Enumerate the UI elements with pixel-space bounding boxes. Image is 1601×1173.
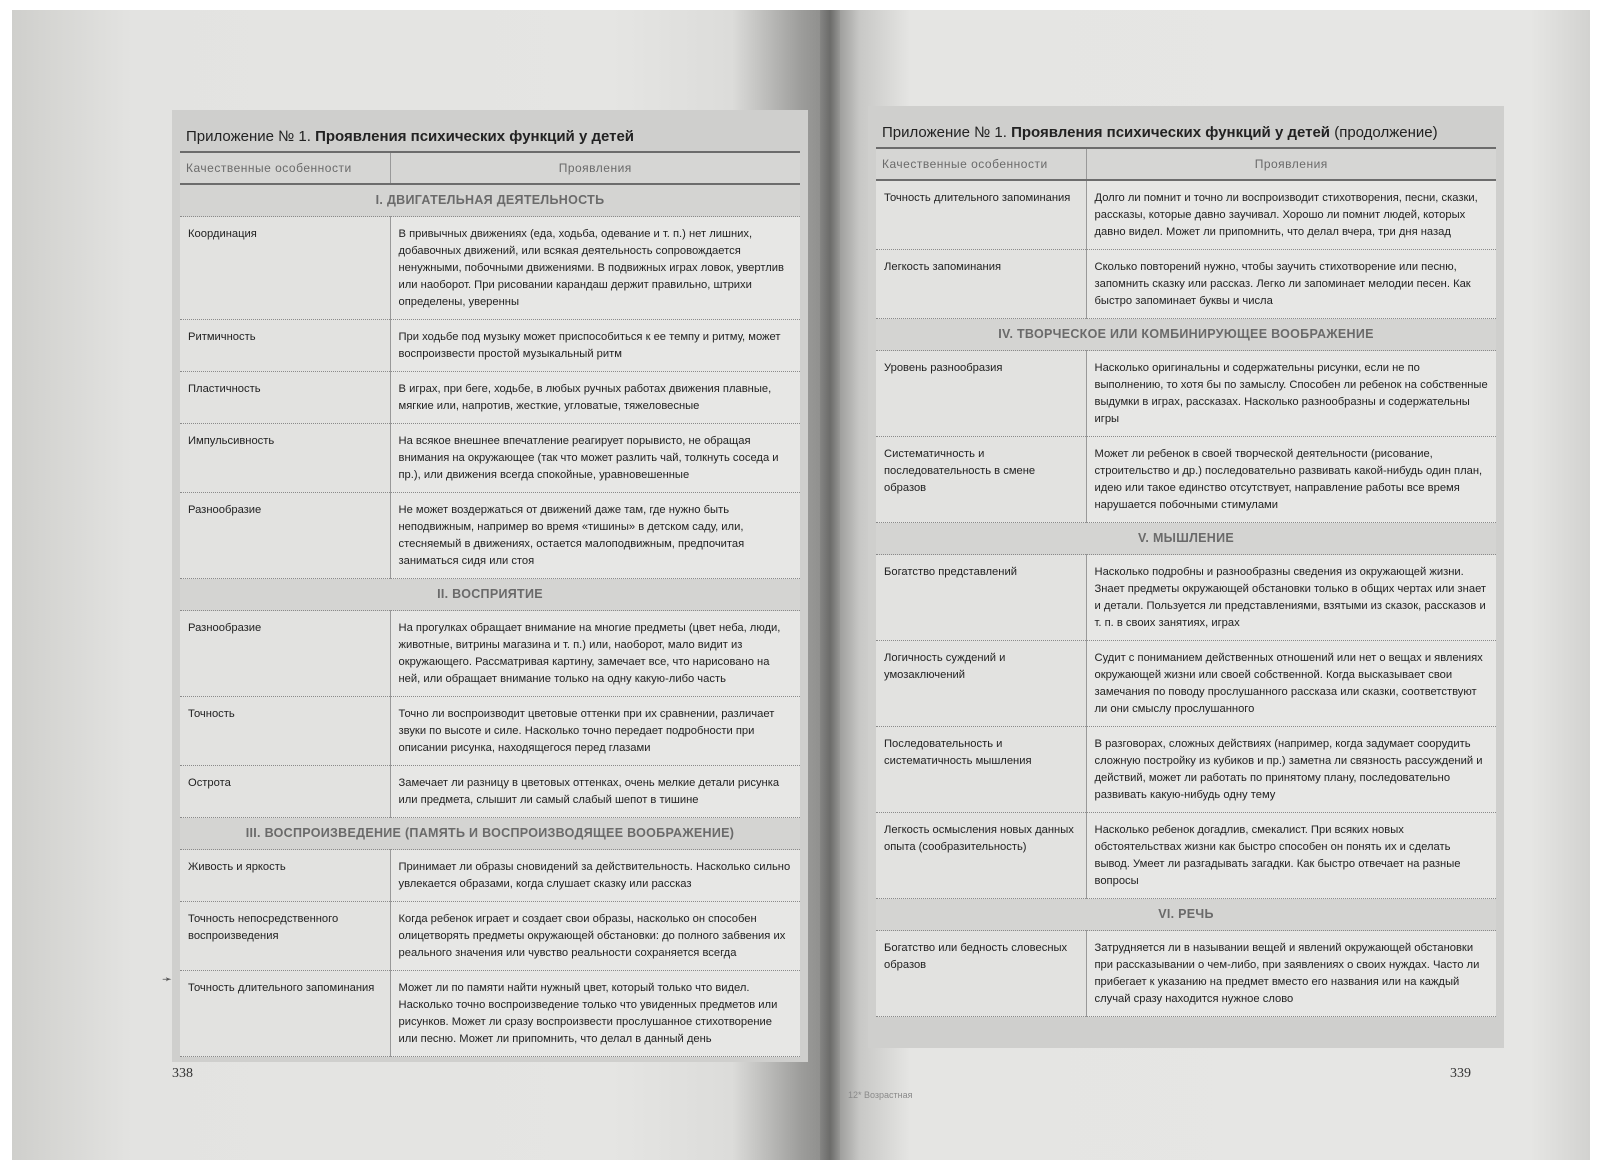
quality-cell: Разнообразие xyxy=(180,611,390,697)
table-row xyxy=(180,320,800,372)
table-row xyxy=(180,217,800,320)
quality-cell: Точность длительного запоминания xyxy=(876,180,1086,250)
right-table xyxy=(876,147,1496,1017)
quality-cell: Легкость запоминания xyxy=(876,250,1086,319)
quality-cell: Точность длительного запоминания xyxy=(180,971,390,1057)
column-header-qualities: Качественные особенности xyxy=(180,152,390,184)
right-page xyxy=(830,10,1590,1160)
title-suffix: (продолжение) xyxy=(1334,124,1438,141)
manifestation-cell: В привычных движениях (еда, ходьба, одевание и т. п.) нет лишних, добавочных движений, или всякая деятельность сопровождается ненужными, побочными движениями. В подвижных играх ловок, увертлив или наоборот. При рисовании карандаш держит правильно, штрихи определены, уверенны xyxy=(390,217,800,320)
section-title: III. ВОСПРОИЗВЕДЕНИЕ (ПАМЯТЬ И ВОСПРОИЗВОДЯЩЕЕ ВООБРАЖЕНИЕ) xyxy=(180,818,800,850)
quality-cell: Богатство представлений xyxy=(876,555,1086,641)
quality-cell: Систематичность и последовательность в смене образов xyxy=(876,437,1086,523)
quality-cell: Уровень разнообразия xyxy=(876,351,1086,437)
left-table xyxy=(180,151,800,1057)
section-header-row xyxy=(180,818,800,850)
manifestation-cell: В играх, при беге, ходьбе, в любых ручных работах движения плавные, мягкие или, напротив, жесткие, угловатые, тяжеловесные xyxy=(390,372,800,424)
manifestation-cell: Может ли по памяти найти нужный цвет, который только что видел. Насколько точно воспроизведение только что увиденных предметов или рисунков. Может ли сразу воспроизвести прослушанное стихотворение или песню. Может ли припомнить, что делал в данный день xyxy=(390,971,800,1057)
table-row xyxy=(180,902,800,971)
quality-cell: Разнообразие xyxy=(180,493,390,579)
column-header-manifestations: Проявления xyxy=(390,152,800,184)
table-row xyxy=(876,813,1496,899)
section-header-row xyxy=(876,319,1496,351)
section-title: II. ВОСПРИЯТИЕ xyxy=(180,579,800,611)
section-header-row xyxy=(876,523,1496,555)
table-row xyxy=(180,372,800,424)
table-row xyxy=(876,641,1496,727)
table-row xyxy=(876,727,1496,813)
book-spread xyxy=(12,10,1590,1160)
left-table-panel xyxy=(172,110,808,1062)
title-prefix: Приложение № 1. xyxy=(882,124,1007,141)
section-header-row xyxy=(180,184,800,217)
section-title: IV. ТВОРЧЕСКОЕ ИЛИ КОМБИНИРУЮЩЕЕ ВООБРАЖЕНИЕ xyxy=(876,319,1496,351)
manifestation-cell: В разговорах, сложных действиях (например, когда задумает соорудить сложную постройку из кубиков и пр.) заметна ли связность рассуждений и действий, может ли работать по принятому плану, последовательно развивать какую-нибудь одну тему xyxy=(1086,727,1496,813)
manifestation-cell: Точно ли воспроизводит цветовые оттенки при их сравнении, различает звуки по высоте и силе. Насколько точно передает подробности при описании рисунка, находящегося перед глазами xyxy=(390,697,800,766)
quality-cell: Импульсивность xyxy=(180,424,390,493)
footer-signature: 12* Возрастная xyxy=(848,1090,913,1100)
table-row xyxy=(876,351,1496,437)
title-prefix: Приложение № 1. xyxy=(186,128,311,145)
quality-cell: Пластичность xyxy=(180,372,390,424)
quality-cell: Острота xyxy=(180,766,390,818)
quality-cell: Живость и яркость xyxy=(180,850,390,902)
left-page-title xyxy=(180,116,800,151)
table-row xyxy=(180,424,800,493)
table-row xyxy=(180,971,800,1057)
table-row xyxy=(180,766,800,818)
quality-cell: Координация xyxy=(180,217,390,320)
manifestation-cell: Сколько повторений нужно, чтобы заучить стихотворение или песню, запомнить сказку или рассказ. Легко ли запоминает мелодии песен. Как быстро запоминает буквы и числа xyxy=(1086,250,1496,319)
right-table-panel xyxy=(868,106,1504,1048)
section-header-row xyxy=(876,899,1496,931)
manifestation-cell: На прогулках обращает внимание на многие предметы (цвет неба, люди, животные, витрины магазина и т. п.) или, наоборот, мало видит из окружающего. Рассматривая картину, замечает все, что нарисовано на ней, или обращает внимание только на одну какую-либо часть xyxy=(390,611,800,697)
quality-cell: Последовательность и систематичность мышления xyxy=(876,727,1086,813)
quality-cell: Точность непосредственного воспроизведения xyxy=(180,902,390,971)
left-page xyxy=(12,10,830,1160)
table-row xyxy=(180,493,800,579)
section-title: VI. РЕЧЬ xyxy=(876,899,1496,931)
column-header-qualities: Качественные особенности xyxy=(876,148,1086,180)
margin-arrow-mark: ➛ xyxy=(162,972,173,986)
table-row xyxy=(180,697,800,766)
quality-cell: Легкость осмысления новых данных опыта (сообразительность) xyxy=(876,813,1086,899)
table-row xyxy=(180,850,800,902)
quality-cell: Точность xyxy=(180,697,390,766)
manifestation-cell: Принимает ли образы сновидений за действительность. Насколько сильно увлекается образами, когда слушает сказку или рассказ xyxy=(390,850,800,902)
title-bold: Проявления психических функций у детей xyxy=(315,128,635,145)
manifestation-cell: Насколько оригинальны и содержательны рисунки, если не по выполнению, то хотя бы по замыслу. Способен ли ребенок на собственные выдумки в играх, рассказах. Насколько разнообразны и содержательны игры xyxy=(1086,351,1496,437)
section-header-row xyxy=(180,579,800,611)
table-row xyxy=(876,555,1496,641)
section-title: V. МЫШЛЕНИЕ xyxy=(876,523,1496,555)
manifestation-cell: Затрудняется ли в назывании вещей и явлений окружающей обстановки при рассказывании о чем-либо, при заявлениях о своих нуждах. Часто ли прибегает к указанию на предмет вместо его названия или на каждый случай сразу находится нужное слово xyxy=(1086,931,1496,1017)
quality-cell: Логичность суждений и умозаключений xyxy=(876,641,1086,727)
manifestation-cell: Может ли ребенок в своей творческой деятельности (рисование, строительство и др.) последовательно развивать какой-нибудь один план, идею или такое единство отсутствует, направление работы все время нарушается побочными стимулами xyxy=(1086,437,1496,523)
book-spine-crease xyxy=(820,10,840,1160)
manifestation-cell: Когда ребенок играет и создает свои образы, насколько он способен олицетворять предметы окружающей обстановки: до полного забвения их реального значения или чувство реальности сохраняется всегда xyxy=(390,902,800,971)
quality-cell: Ритмичность xyxy=(180,320,390,372)
table-row xyxy=(876,931,1496,1017)
page-number-right: 339 xyxy=(1450,1066,1471,1081)
title-bold: Проявления психических функций у детей xyxy=(1011,124,1331,141)
column-header-manifestations: Проявления xyxy=(1086,148,1496,180)
table-row xyxy=(876,180,1496,250)
manifestation-cell: Не может воздержаться от движений даже там, где нужно быть неподвижным, например во время «тишины» в детском саду, или, стесняемый в движениях, остается малоподвижным, предпочитая заниматься сидя или стоя xyxy=(390,493,800,579)
right-page-title xyxy=(876,112,1496,147)
manifestation-cell: Насколько подробны и разнообразны сведения из окружающей жизни. Знает предметы окружающей обстановки только в общих чертах или знает и детали. Пользуется ли представлениями, взятыми из сказок, рассказов и т. п. в своих занятиях, играх xyxy=(1086,555,1496,641)
manifestation-cell: Судит с пониманием действенных отношений или нет о вещах и явлениях окружающей жизни или своей собственной. Когда высказывает свои замечания по поводу прослушанного рассказа или сказки, соответствуют ли они смыслу прослушанного xyxy=(1086,641,1496,727)
manifestation-cell: При ходьбе под музыку может приспособиться к ее темпу и ритму, может воспроизвести простой музыкальный ритм xyxy=(390,320,800,372)
table-row xyxy=(180,611,800,697)
section-title: I. ДВИГАТЕЛЬНАЯ ДЕЯТЕЛЬНОСТЬ xyxy=(180,184,800,217)
table-row xyxy=(876,437,1496,523)
manifestation-cell: На всякое внешнее впечатление реагирует порывисто, не обращая внимания на окружающее (так что может разлить чай, толкнуть соседа и пр.), или движения всегда спокойные, уравновешенные xyxy=(390,424,800,493)
manifestation-cell: Долго ли помнит и точно ли воспроизводит стихотворения, песни, сказки, рассказы, которые давно заучивал. Хорошо ли помнит людей, которых давно видел. Может ли припомнить, что делал вчера, три дня назад xyxy=(1086,180,1496,250)
manifestation-cell: Замечает ли разницу в цветовых оттенках, очень мелкие детали рисунка или предмета, слышит ли самый слабый шепот в тишине xyxy=(390,766,800,818)
page-number-left: 338 xyxy=(172,1066,193,1081)
manifestation-cell: Насколько ребенок догадлив, смекалист. При всяких новых обстоятельствах жизни как быстро способен он понять их и сделать вывод. Умеет ли разгадывать загадки. Как быстро отвечает на разные вопросы xyxy=(1086,813,1496,899)
table-row xyxy=(876,250,1496,319)
quality-cell: Богатство или бедность словесных образов xyxy=(876,931,1086,1017)
